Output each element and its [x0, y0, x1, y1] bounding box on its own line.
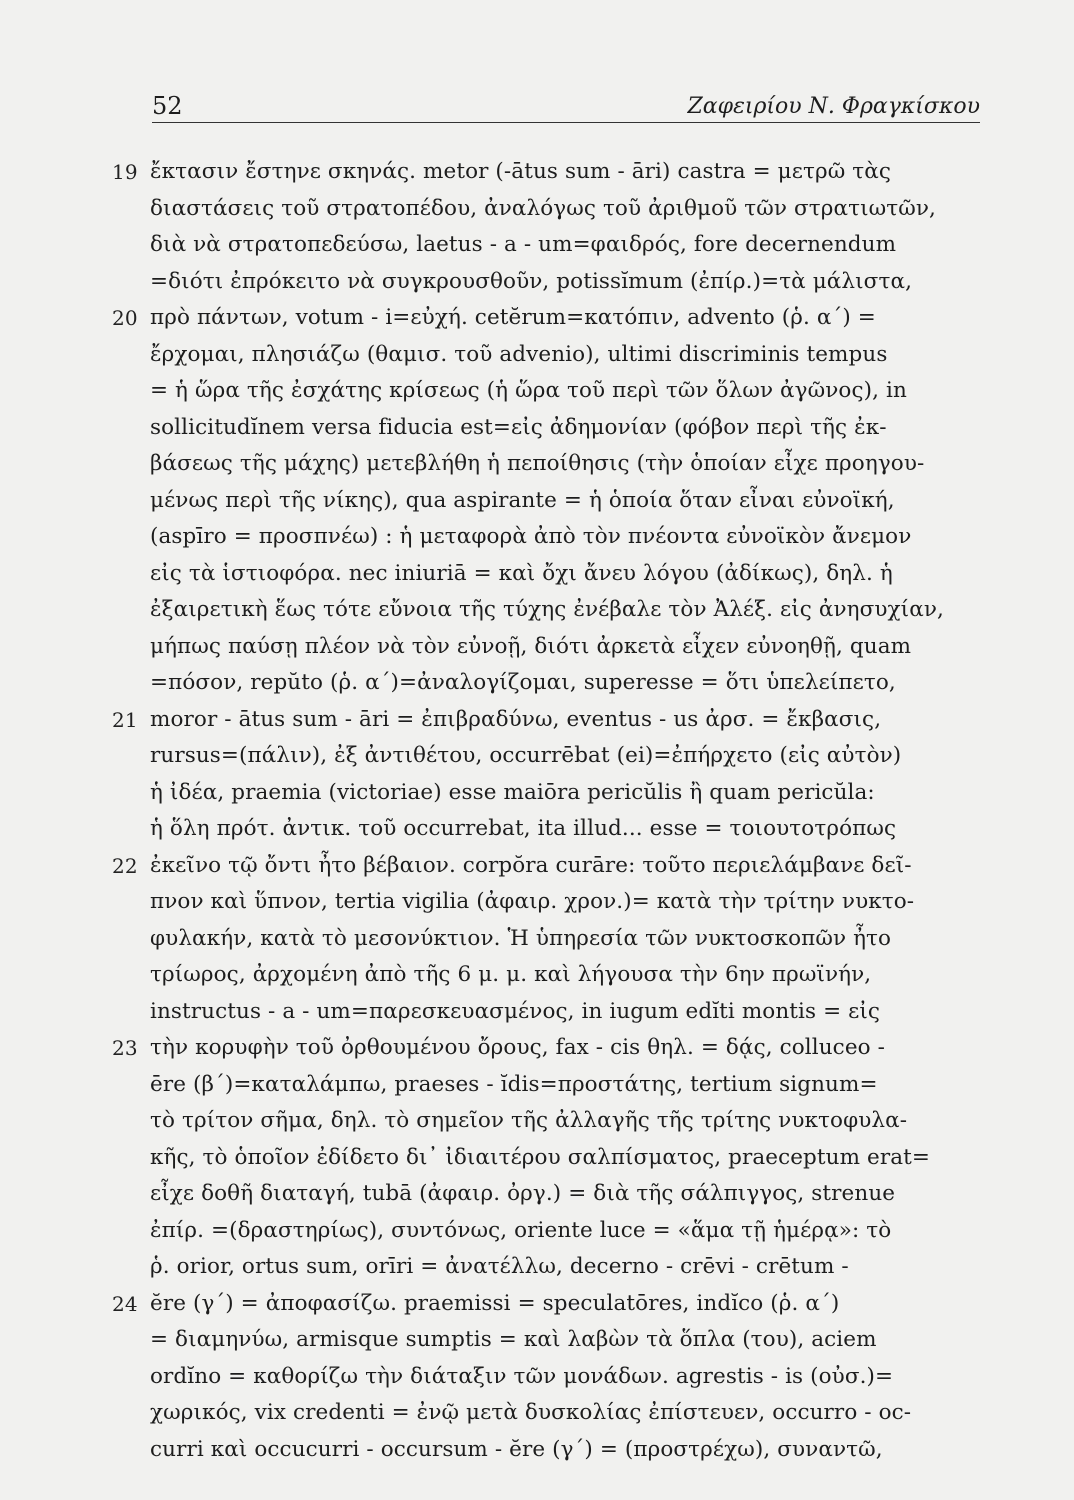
text-line — [132, 1103, 984, 1140]
line-text: ἐκεῖνο τῷ ὄντι ἦτο βέβαιον. corpŏra curāre: τοῦτο περιελάμβανε δεῖ- — [150, 852, 912, 878]
line-text: ἐπίρ. =(δραστηρίως), συντόνως, oriente luce = «ἅμα τῇ ἡμέρᾳ»: τὸ — [150, 1217, 892, 1243]
text-line — [112, 848, 984, 885]
text-line — [132, 1213, 984, 1250]
text-line — [132, 884, 984, 921]
text-line — [132, 811, 984, 848]
text-line — [132, 483, 984, 520]
text-line — [132, 1176, 984, 1213]
line-text: διὰ νὰ στρατοπεδεύσω, laetus - a - um=φαιδρός, fore decernendum — [150, 232, 897, 257]
text-line — [132, 957, 984, 994]
text-line — [132, 410, 984, 447]
line-text: τὸ τρίτον σῆμα, δηλ. τὸ σημεῖον τῆς ἀλλαγῆς τῆς τρίτης νυκτοφυλα- — [150, 1108, 908, 1133]
text-line — [132, 1395, 984, 1432]
text-line — [132, 337, 984, 374]
section-number: 23 — [112, 1036, 138, 1060]
text-line — [132, 227, 984, 264]
line-text: εἶχε δοθῆ διαταγή, tubā (ἀφαιρ. ὀργ.) = διὰ τῆς σάλπιγγος, strenue — [150, 1181, 896, 1206]
line-text: = ἡ ὥρα τῆς ἐσχάτης κρίσεως (ἡ ὥρα τοῦ περὶ τῶν ὅλων ἀγῶνος), in — [150, 378, 907, 403]
line-text: moror - ātus sum - āri = ἐπιβραδύνω, eventus - us ἀρσ. = ἔκβασις, — [150, 706, 882, 732]
line-text: χωρικός, vix credenti = ἐνῷ μετὰ δυσκολίας ἐπίστευεν, occurro - oc- — [150, 1400, 912, 1425]
running-head: Ζαφειρίου Ν. Φραγκίσκου — [687, 94, 980, 119]
line-text: =πόσον, repŭto (ῥ. α΄)=ἀναλογίζομαι, superesse = ὅτι ὑπελείπετο, — [150, 670, 896, 695]
commentary-text — [112, 154, 984, 1468]
line-text: ῥ. orior, ortus sum, orīri = ἀνατέλλω, decerno - crēvi - crētum - — [150, 1254, 849, 1279]
line-text: ἐξαιρετικὴ ἕως τότε εὔνοια τῆς τύχης ἐνέβαλε τὸν Ἀλέξ. εἰς ἀνησυχίαν, — [150, 597, 944, 622]
text-line — [132, 1322, 984, 1359]
text-line — [132, 264, 984, 301]
text-line — [132, 629, 984, 666]
line-text: instructus - a - um=παρεσκευασμένος, in iugum edĭti montis = εἰς — [150, 998, 881, 1024]
text-line — [132, 1432, 984, 1469]
page-number: 52 — [152, 92, 183, 120]
line-text: τὴν κορυφὴν τοῦ ὀρθουμένου ὄρους, fax - cis θηλ. = δᾴς, colluceo - — [150, 1035, 885, 1060]
line-text: μένως περὶ τῆς νίκης), qua aspirante = ἡ ὁποία ὅταν εἶναι εὐνοϊκή, — [150, 487, 895, 513]
text-line — [132, 665, 984, 702]
line-text: εἰς τὰ ἱστιοφόρα. nec iniuriā = καὶ ὄχι ἄνευ λόγου (ἀδίκως), δηλ. ἡ — [150, 560, 893, 586]
text-line — [132, 373, 984, 410]
text-line — [132, 921, 984, 958]
line-text: πρὸ πάντων, votum - i=εὐχή. cetĕrum=κατόπιν, advento (ῥ. α΄) = — [150, 305, 876, 330]
line-text: (aspīro = προσπνέω) : ἡ μεταφορὰ ἀπὸ τὸν πνέοντα εὐνοϊκὸν ἄνεμον — [150, 524, 912, 549]
line-text: ordĭno = καθορίζω τὴν διάταξιν τῶν μονάδων. agrestis - is (οὐσ.)= — [150, 1363, 894, 1389]
text-line — [132, 519, 984, 556]
line-text: πνον καὶ ὕπνον, tertia vigilia (ἀφαιρ. χρον.)= κατὰ τὴν τρίτην νυκτο- — [150, 889, 915, 914]
text-line — [132, 446, 984, 483]
line-text: sollicitudĭnem versa fiducia est=εἰς ἀδημονίαν (φόβον περὶ τῆς ἐκ- — [150, 414, 887, 440]
text-line — [132, 1359, 984, 1396]
text-line — [132, 592, 984, 629]
line-text: διαστάσεις τοῦ στρατοπέδου, ἀναλόγως τοῦ ἀριθμοῦ τῶν στρατιωτῶν, — [150, 195, 936, 221]
section-number: 21 — [112, 707, 138, 732]
line-text: curri καὶ occucurri - occursum - ĕre (γ΄) = (προστρέχω), συναντῶ, — [150, 1436, 883, 1462]
page-header — [152, 92, 980, 123]
section-number: 24 — [112, 1291, 138, 1316]
text-line — [132, 556, 984, 593]
line-text: τρίωρος, ἀρχομένη ἀπὸ τῆς 6 μ. μ. καὶ λήγουσα τὴν 6ην πρωϊνήν, — [150, 962, 872, 987]
section-number: 22 — [112, 853, 138, 878]
text-line — [132, 738, 984, 775]
line-text: ἡ ἰδέα, praemia (victoriae) esse maiōra pericŭlis ἢ quam pericŭla: — [150, 779, 875, 805]
line-text: =διότι ἐπρόκειτο νὰ συγκρουσθοῦν, potissĭmum (ἐπίρ.)=τὰ μάλιστα, — [150, 268, 913, 294]
line-text: ἡ ὅλη πρότ. ἀντικ. τοῦ occurrebat, ita illud... esse = τοιουτοτρόπως — [150, 816, 897, 841]
line-text: μήπως παύσῃ πλέον νὰ τὸν εὐνοῇ, διότι ἀρκετὰ εἶχεν εὐνοηθῇ, quam — [150, 633, 912, 659]
section-number: 20 — [112, 306, 138, 330]
text-line — [132, 191, 984, 228]
text-line — [132, 1140, 984, 1177]
text-line — [132, 1249, 984, 1286]
line-text: rursus=(πάλιν), ἐξ ἀντιθέτου, occurrēbat (ei)=ἐπήρχετο (εἰς αὐτὸν) — [150, 743, 902, 768]
line-text: ἔρχομαι, πλησιάζω (θαμισ. τοῦ advenio), ultimi discriminis tempus — [150, 341, 888, 367]
section-number: 19 — [112, 160, 138, 184]
text-line — [112, 702, 984, 739]
line-text: βάσεως τῆς μάχης) μετεβλήθη ἡ πεποίθησις (τὴν ὁποίαν εἶχε προηγου- — [150, 451, 925, 476]
line-text: ēre (β΄)=καταλάμπω, praeses - ĭdis=προστάτης, tertium signum= — [150, 1071, 878, 1097]
text-line — [112, 1030, 984, 1067]
line-text: ἔκτασιν ἔστηνε σκηνάς. metor (-ātus sum - āri) castra = μετρῶ τὰς — [150, 159, 892, 184]
text-line — [112, 1286, 984, 1323]
line-text: ĕre (γ΄) = ἀποφασίζω. praemissi = speculatōres, indĭco (ῥ. α΄) — [150, 1290, 840, 1316]
line-text: = διαμηνύω, armisque sumptis = καὶ λαβὼν τὰ ὅπλα (του), aciem — [150, 1327, 877, 1352]
text-line — [132, 775, 984, 812]
line-text: κῆς, τὸ ὁποῖον ἐδίδετο δι᾿ ἰδιαιτέρου σαλπίσματος, praeceptum erat= — [150, 1144, 930, 1170]
text-line — [112, 154, 984, 191]
line-text: φυλακήν, κατὰ τὸ μεσονύκτιον. Ἡ ὑπηρεσία τῶν νυκτοσκοπῶν ἦτο — [150, 925, 892, 951]
text-line — [132, 1067, 984, 1104]
text-line — [112, 300, 984, 337]
text-line — [132, 994, 984, 1031]
